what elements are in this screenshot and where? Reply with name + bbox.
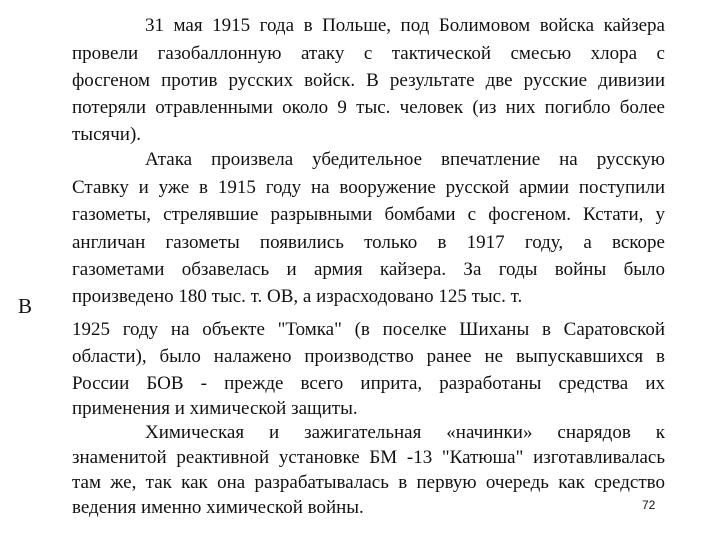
paragraph-2-line-2: Ставку и уже в 1915 году на вооружение русской армии поступили bbox=[72, 177, 665, 198]
paragraph-3-line-3: России БОВ - прежде всего иприта, разработаны средства их bbox=[72, 373, 665, 394]
paragraph-2-line-1: Атака произвела убедительное впечатление на русскую bbox=[145, 149, 665, 170]
paragraph-1-line-4: потеряли отравленными около 9 тыс. человек (из них погибло более bbox=[72, 97, 665, 118]
paragraph-1-line-1: 31 мая 1915 года в Польше, под Болимовом войска кайзера bbox=[145, 15, 665, 36]
paragraph-4-line-1: Химическая и зажигательная «начинки» снарядов к bbox=[145, 422, 665, 443]
paragraph-4-line-2: знаменитой реактивной установке БМ -13 "Катюша" изготавливалась bbox=[72, 447, 665, 468]
paragraph-4-line-4: ведения именно химической войны. bbox=[72, 497, 364, 518]
paragraph-1-line-5: тысячи). bbox=[72, 124, 142, 145]
paragraph-3-line-1: 1925 году на объекте "Томка" (в поселке Шиханы в Саратовской bbox=[72, 319, 665, 340]
paragraph-2-line-3: газометы, стрелявшие разрывными бомбами с фосгеном. Кстати, у bbox=[72, 204, 665, 225]
page-number: 72 bbox=[642, 498, 656, 512]
paragraph-2-line-4: англичан газометы появились только в 1917 году, а вскоре bbox=[72, 232, 665, 253]
paragraph-3-line-2: области), было налажено производство ранее не выпускавшихся в bbox=[72, 346, 665, 367]
paragraph-1-line-3: фосгеном против русских войск. В результате две русские дивизии bbox=[72, 70, 665, 91]
paragraph-2-line-6: произведено 180 тыс. т. ОВ, а израсходовано 125 тыс. т. bbox=[72, 286, 523, 307]
paragraph-3-line-4: применения и химической защиты. bbox=[72, 398, 358, 419]
paragraph-2-line-5: газометами обзавелась и армия кайзера. За годы войны было bbox=[72, 259, 665, 280]
paragraph-3-lead-letter: В bbox=[18, 294, 33, 318]
paragraph-1-line-2: провели газобаллонную атаку с тактической смесью хлора с bbox=[72, 43, 665, 64]
paragraph-4-line-3: там же, так как она разрабатывалась в первую очередь как средство bbox=[72, 472, 665, 493]
